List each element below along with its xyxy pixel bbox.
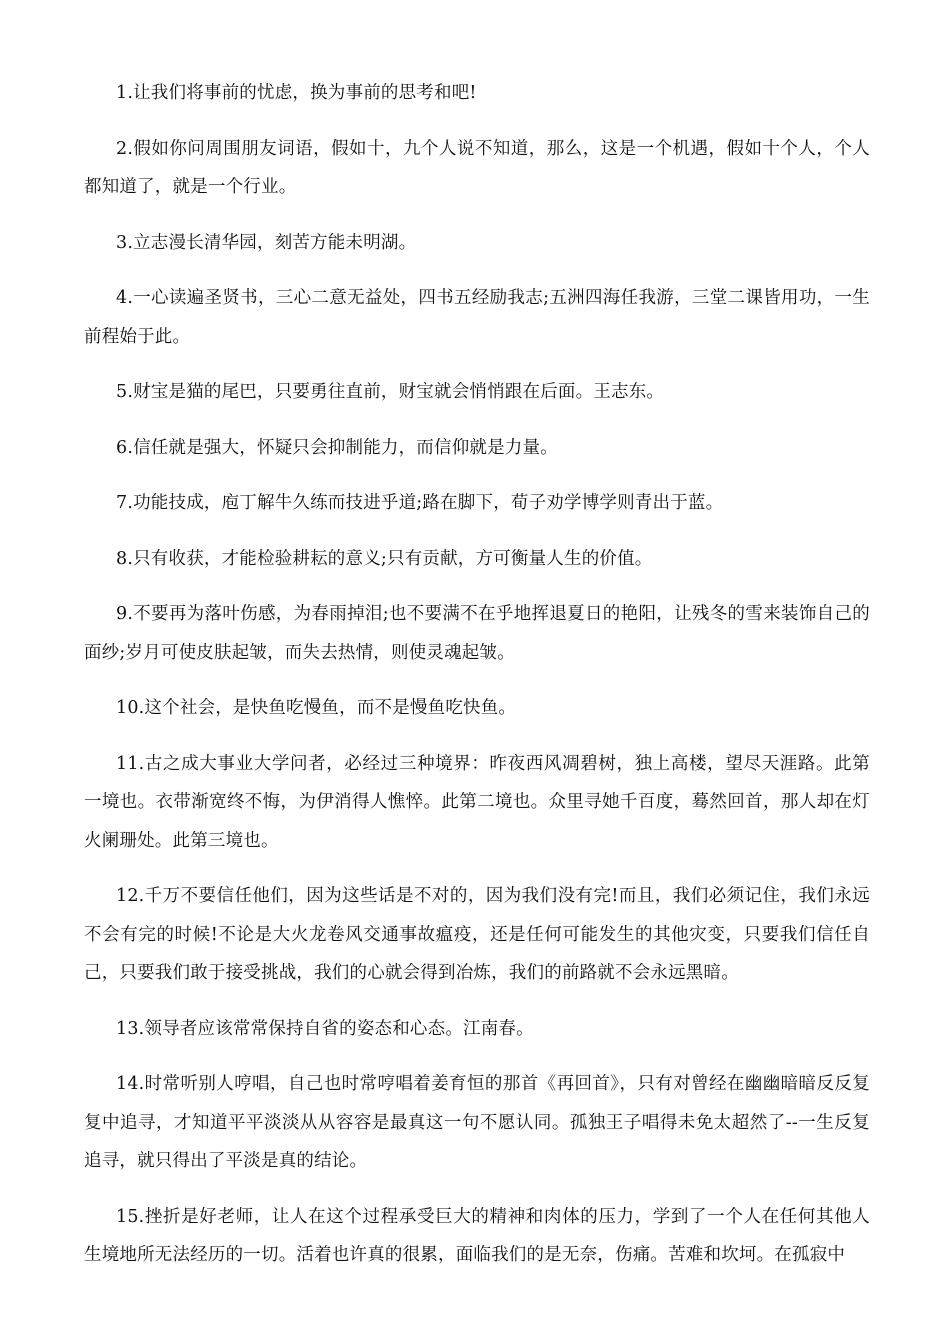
paragraph-1: 1.让我们将事前的忧虑，换为事前的思考和吧!: [116, 83, 477, 103]
paragraph-3: 3.立志漫长清华园，刻苦方能未明湖。: [116, 232, 417, 253]
paragraph-6: 6.信任就是强大，怀疑只会抑制能力，而信仰就是力量。: [116, 437, 558, 458]
paragraph-12: 12.千万不要信任他们，因为这些话是不对的，因为我们没有完!而且，我们必须记住，我们永远不会有完的时候!不论是大火龙卷风交通事故瘟疫，还是任何可能发生的其他灾变，只要我们信任自己，只要我们敢于接受挑战，我们的心就会得到冶炼，我们的前路就不会永远黑暗。: [84, 886, 870, 983]
paragraph-4: 4.一心读遍圣贤书，三心二意无益处，四书五经励我志;五洲四海任我游，三堂二课皆用功，一生前程始于此。: [84, 288, 870, 347]
paragraph-2: 2.假如你问周围朋友词语，假如十，九个人说不知道，那么，这是一个机遇，假如十个人，个人都知道了，就是一个行业。: [84, 138, 870, 197]
paragraph-15: 15.挫折是好老师，让人在这个过程承受巨大的精神和肉体的压力，学到了一个人在任何其他人生境地所无法经历的一切。活着也许真的很累，面临我们的是无奈，伤痛。苦难和坎坷。在孤寂中: [84, 1206, 870, 1265]
paragraph-11: 11.古之成大事业大学问者，必经过三种境界：昨夜西风凋碧树，独上高楼，望尽天涯路。此第一境也。衣带渐宽终不悔，为伊消得人憔悴。此第二境也。众里寻她千百度，蓦然回首，那人却在灯火阑珊处。此第三境也。: [84, 753, 870, 851]
document-body: [84, 74, 870, 1292]
paragraph-8: 8.只有收获，才能检验耕耘的意义;只有贡献，方可衡量人生的价值。: [116, 548, 653, 569]
paragraph-5: 5.财宝是猫的尾巴，只要勇往直前，财宝就会悄悄跟在后面。王志东。: [116, 382, 665, 402]
paragraph-9: 9.不要再为落叶伤感，为春雨掉泪;也不要满不在乎地挥退夏日的艳阳，让残冬的雪来装饰自己的面纱;岁月可使皮肤起皱，而失去热情，则使灵魂起皱。: [84, 604, 870, 663]
paragraph-13: 13.领导者应该常常保持自省的姿态和心态。江南春。: [116, 1018, 534, 1039]
paragraph-10: 10.这个社会，是快鱼吃慢鱼，而不是慢鱼吃快鱼。: [116, 698, 517, 718]
paragraph-7: 7.功能技成，庖丁解牛久练而技进乎道;路在脚下，荀子劝学博学则青出于蓝。: [116, 493, 724, 513]
paragraph-14: 14.时常听别人哼唱，自己也时常哼唱着姜育恒的那首《再回首》，只有对曾经在幽幽暗暗反反复复中追寻，才知道平平淡淡从从容容是最真这一句不愿认同。孤独王子唱得未免太超然了--一生反复追寻，就只得出了平淡是真的结论。: [84, 1074, 870, 1171]
